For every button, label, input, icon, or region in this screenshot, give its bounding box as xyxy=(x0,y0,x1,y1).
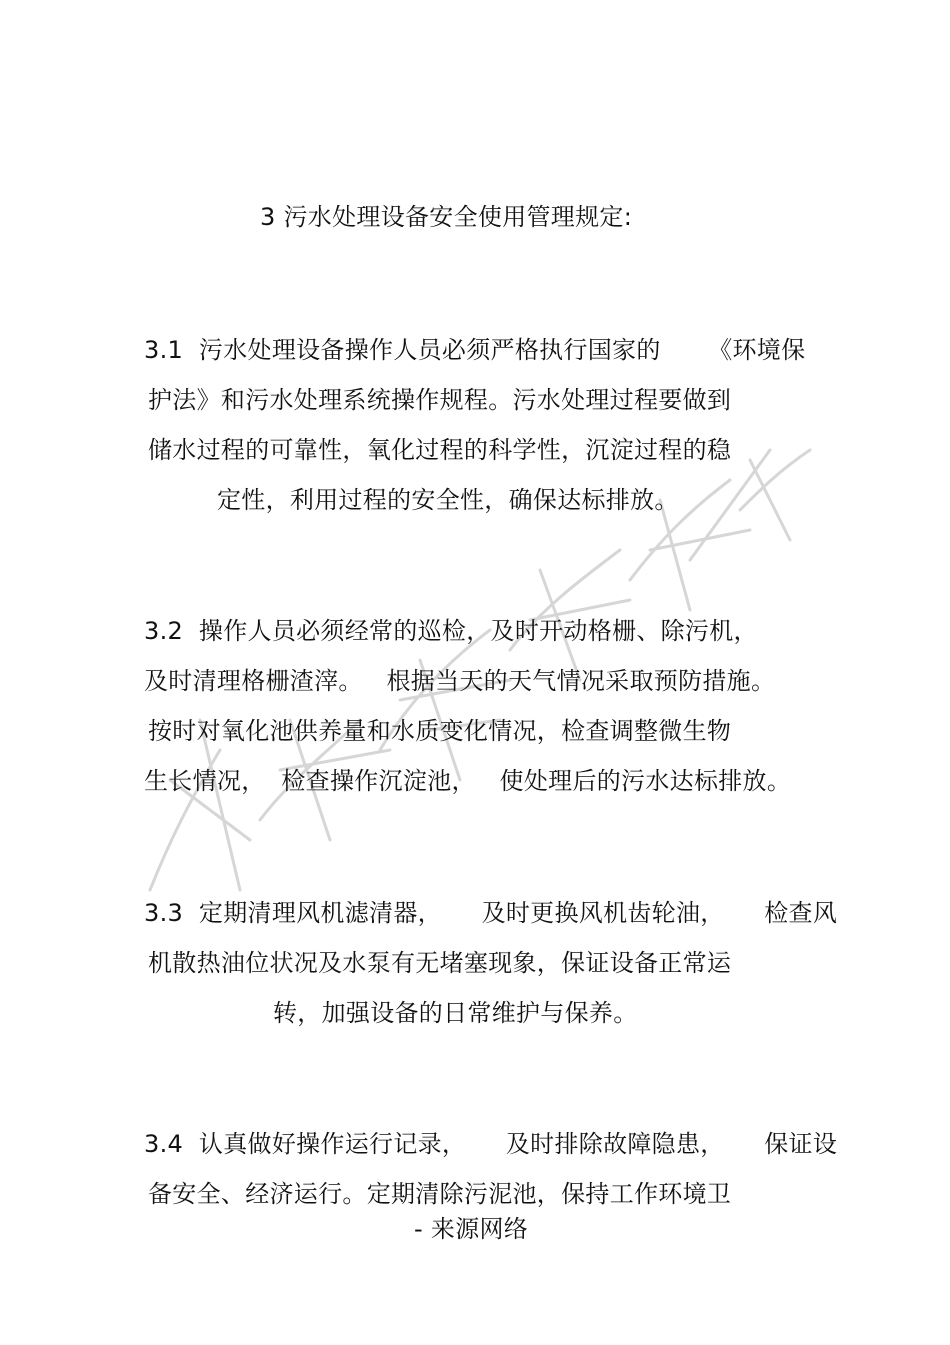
section-3-3-line-3: 转，加强设备的日常维护与保养。 xyxy=(273,999,638,1027)
footer-source: - 来源网络 xyxy=(414,1215,529,1243)
section-3-1-line-2: 护法》和污水处理系统操作规程。污水处理过程要做到 xyxy=(148,386,732,414)
document-title: 3 污水处理设备安全使用管理规定: xyxy=(260,203,633,231)
section-3-4-line-1: 3.4 认真做好操作运行记录， 及时排除故障隐患， 保证设 xyxy=(144,1130,838,1158)
section-3-1-line-3: 储水过程的可靠性，氧化过程的科学性，沉淀过程的稳 xyxy=(148,436,732,464)
section-3-2-line-4: 生长情况， 检查操作沉淀池， 使处理后的污水达标排放。 xyxy=(144,767,792,795)
section-3-3-line-1: 3.3 定期清理风机滤清器， 及时更换风机齿轮油， 检查风 xyxy=(144,899,838,927)
section-3-1-line-4: 定性，利用过程的安全性，确保达标排放。 xyxy=(217,486,679,514)
section-3-2-line-3: 按时对氧化池供养量和水质变化情况，检查调整微生物 xyxy=(148,717,732,745)
section-3-3-line-2: 机散热油位状况及水泵有无堵塞现象，保证设备正常运 xyxy=(148,949,732,977)
section-3-1-line-1: 3.1 污水处理设备操作人员必须严格执行国家的 《环境保 xyxy=(144,336,806,364)
section-3-4-line-2: 备安全、经济运行。定期清除污泥池，保持工作环境卫 xyxy=(148,1180,732,1208)
section-3-2-line-2: 及时清理格栅渣滓。 根据当天的天气情况采取预防措施。 xyxy=(144,667,776,695)
section-3-2-line-1: 3.2 操作人员必须经常的巡检，及时开动格栅、除污机， xyxy=(144,617,758,645)
